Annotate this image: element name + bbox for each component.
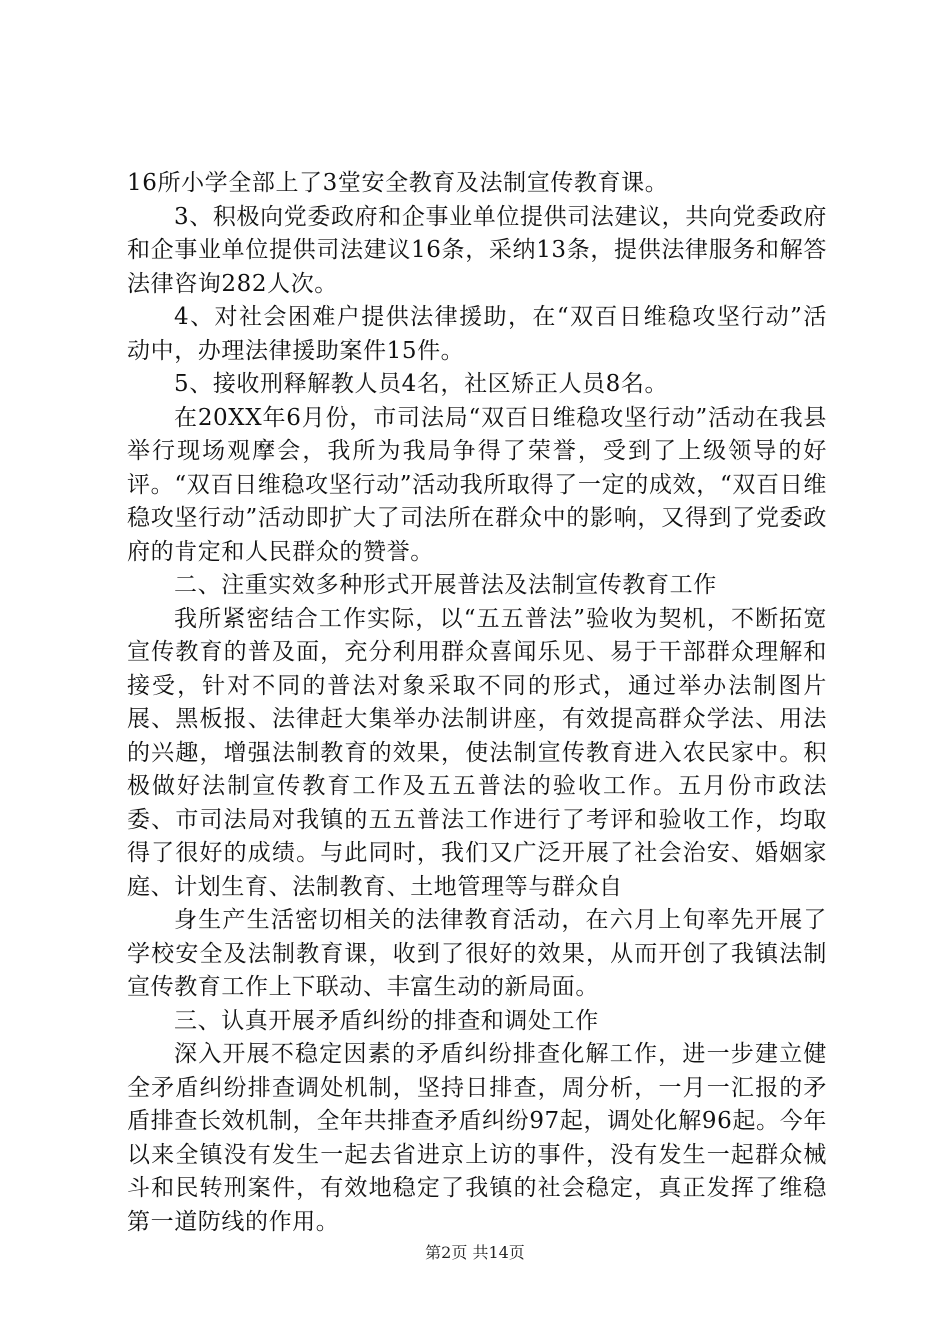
paragraph-3: 4、对社会困难户提供法律援助，在“双百日维稳攻坚行动”活动中，办理法律援助案件15件。 [127, 304, 827, 364]
paragraph-6: 我所紧密结合工作实际，以“五五普法”验收为契机，不断拓宽宣传教育的普及面，充分利用群众喜闻乐见、易于干部群众理解和接受，针对不同的普法对象采取不同的形式，通过举办法制图片展、黑板报、法律赶大集举办法制讲座，有效提高群众学法、用法的兴趣，增强法制教育的效果，使法制宣传教育进入农民家中。积极做好法制宣传教育工作及五五普法的验收工作。五月份市政法委、市司法局对我镇的五五普法工作进行了考评和验收工作，均取得了很好的成绩。与此同时，我们又广泛开展了社会治安、婚姻家庭、计划生育、法制教育、土地管理等与群众自 [127, 605, 827, 900]
paragraph-2: 3、积极向党委政府和企事业单位提供司法建议，共向党委政府和企事业单位提供司法建议16条，采纳13条，提供法律服务和解答法律咨询282人次。 [127, 203, 827, 297]
paragraph-8: 深入开展不稳定因素的矛盾纠纷排查化解工作，进一步建立健全矛盾纠纷排查调处机制，坚持日排查，周分析，一月一汇报的矛盾排查长效机制，全年共排查矛盾纠纷97起，调处化解96起。今年以来全镇没有发生一起去省进京上访的事件，没有发生一起群众械斗和民转刑案件，有效地稳定了我镇的社会稳定，真正发挥了维稳第一道防线的作用。 [127, 1041, 827, 1235]
paragraph-4: 5、接收刑释解教人员4名，社区矫正人员8名。 [174, 371, 669, 397]
paragraph-7: 身生产生活密切相关的法律教育活动，在六月上旬率先开展了学校安全及法制教育课，收到了很好的效果，从而开创了我镇法制宣传教育工作上下联动、丰富生动的新局面。 [127, 907, 827, 1000]
section-heading-2: 二、注重实效多种形式开展普法及法制宣传教育工作 [174, 572, 717, 598]
paragraph-1: 16所小学全部上了3堂安全教育及法制宣传教育课。 [127, 170, 669, 196]
section-heading-3: 三、认真开展矛盾纠纷的排查和调处工作 [174, 1007, 599, 1034]
page-number-footer: 第2页 共14页 [425, 1243, 525, 1262]
paragraph-5: 在20XX年6月份，市司法局“双百日维稳攻坚行动”活动在我县举行现场观摩会，我所为我局争得了荣誉，受到了上级领导的好评。“双百日维稳攻坚行动”活动我所取得了一定的成效，“双百日维稳攻坚行动”活动即扩大了司法所在群众中的影响，又得到了党委政府的肯定和人民群众的赞誉。 [127, 404, 827, 565]
document-body [127, 167, 827, 1239]
